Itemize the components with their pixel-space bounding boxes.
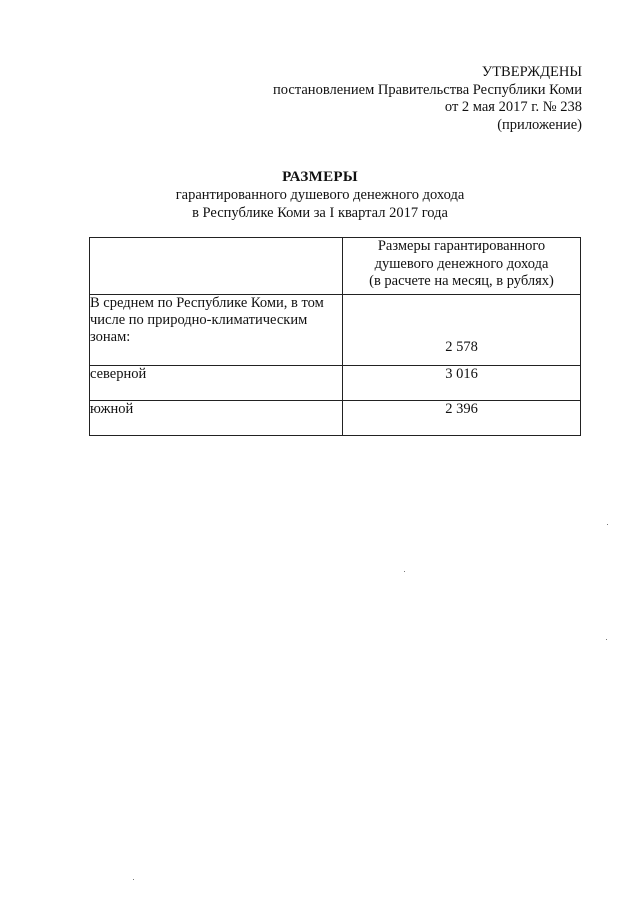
row-value-average: 2 578 xyxy=(343,295,581,366)
table-row xyxy=(90,401,581,436)
row-label-average-line1: В среднем по Республике Коми, в том xyxy=(90,295,324,311)
row-label-north: северной xyxy=(90,366,343,401)
table-header-row xyxy=(90,238,581,295)
row-label-average-line3: зонам: xyxy=(90,329,131,345)
scan-speck xyxy=(404,571,405,572)
table-row xyxy=(90,366,581,401)
approval-date-number: от 2 мая 2017 г. № 238 xyxy=(444,99,582,115)
income-table xyxy=(89,237,581,436)
approval-stamp xyxy=(273,64,582,134)
table-header-line2: душевого денежного дохода xyxy=(374,255,549,272)
scan-speck xyxy=(133,879,134,880)
approval-appendix-note: (приложение) xyxy=(497,116,582,133)
row-label-south: южной xyxy=(90,401,343,436)
row-value-north: 3 016 xyxy=(343,366,581,401)
table-header-cell xyxy=(343,238,581,295)
table-header-line3: (в расчете на месяц, в рублях) xyxy=(369,273,554,289)
approval-heading: УТВЕРЖДЕНЫ xyxy=(481,64,582,80)
table-header-blank-cell xyxy=(90,238,343,295)
scan-speck xyxy=(607,524,608,525)
document-title: РАЗМЕРЫ xyxy=(282,169,358,185)
table-row xyxy=(90,295,581,366)
approval-resolution: постановлением Правительства Республики Коми xyxy=(273,81,582,98)
table-header-line1: Размеры гарантированного xyxy=(377,238,546,254)
document-title-block xyxy=(0,168,640,222)
scan-speck xyxy=(606,639,607,640)
row-label-average xyxy=(90,295,343,366)
row-label-average-line2: числе по природно-климатическим xyxy=(90,312,308,328)
document-subtitle-line1: гарантированного душевого денежного дохода xyxy=(175,187,465,203)
document-subtitle-line2: в Республике Коми за I квартал 2017 года xyxy=(192,205,448,221)
row-value-south: 2 396 xyxy=(343,401,581,436)
